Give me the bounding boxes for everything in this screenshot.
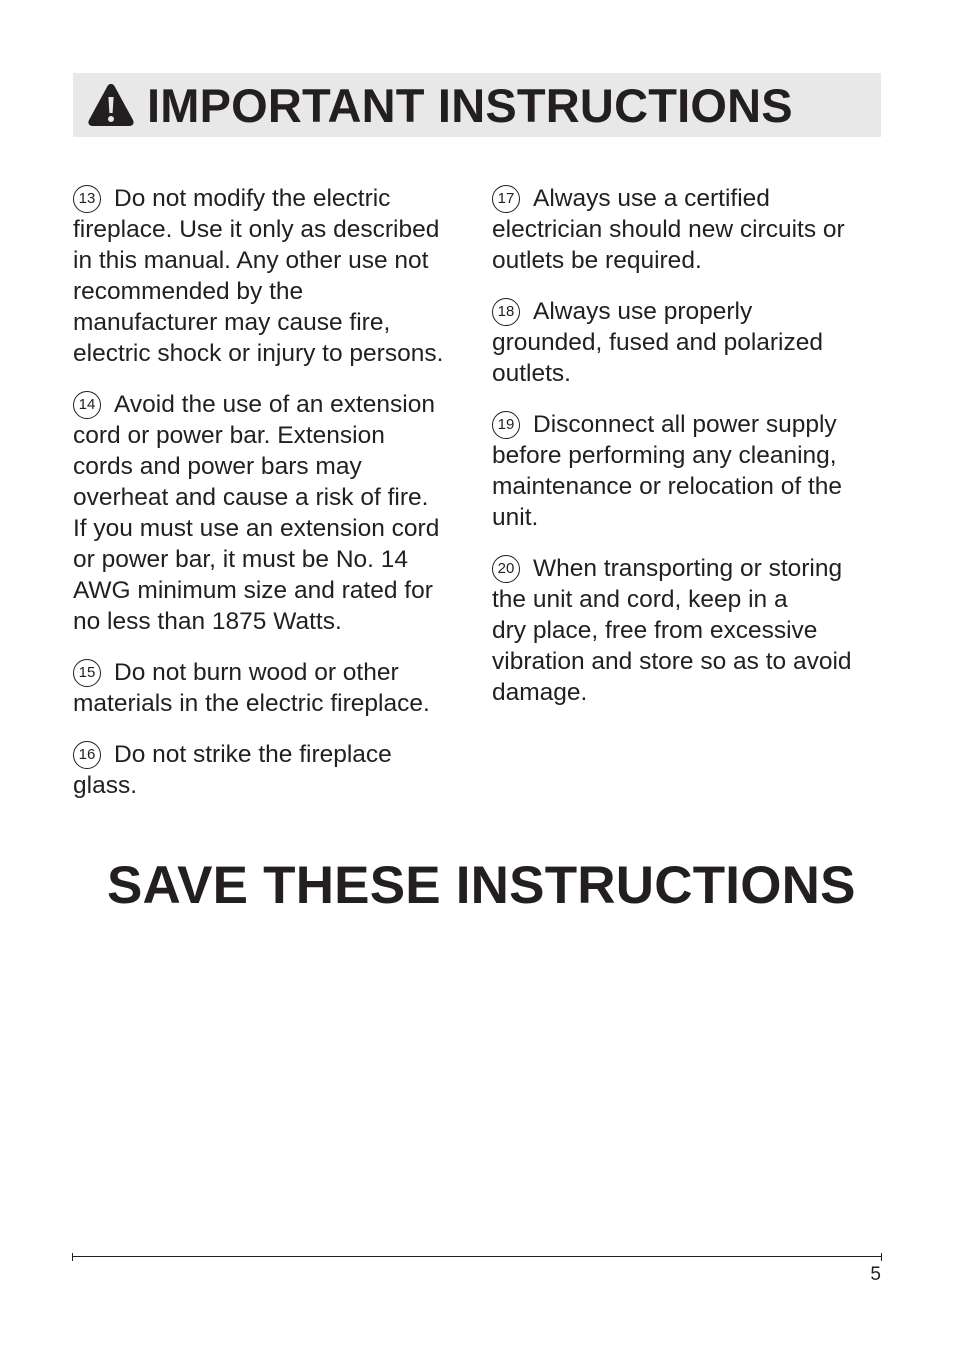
- instruction-number: 15: [73, 659, 101, 687]
- instruction-text: dry place, free from excessive: [492, 617, 818, 644]
- instruction-number: 17: [492, 185, 520, 213]
- instruction-line: [492, 440, 882, 471]
- save-instructions-heading: SAVE THESE INSTRUCTIONS: [107, 856, 856, 915]
- instruction-line: [73, 451, 468, 482]
- instruction-line: [492, 584, 882, 615]
- footer-rule: [73, 1256, 881, 1257]
- instruction-text: the unit and cord, keep in a: [492, 586, 788, 613]
- instruction-number: 14: [73, 391, 101, 419]
- instruction-item: [73, 739, 468, 801]
- footer-rule-tick-left: [72, 1253, 73, 1261]
- instruction-line: [73, 245, 468, 276]
- instruction-text: If you must use an extension cord: [73, 515, 440, 542]
- instruction-text: materials in the electric fireplace.: [73, 690, 430, 717]
- instruction-line: [73, 770, 468, 801]
- instruction-line: [492, 553, 882, 584]
- instruction-line: [492, 327, 882, 358]
- instruction-text: glass.: [73, 772, 138, 799]
- instruction-text: Always use a certified: [533, 185, 770, 212]
- instruction-number: 16: [73, 741, 101, 769]
- instruction-text: grounded, fused and polarized: [492, 329, 824, 356]
- instruction-text: in this manual. Any other use not: [73, 247, 429, 274]
- footer-rule-tick-right: [881, 1253, 882, 1261]
- instruction-line: [73, 544, 468, 575]
- instruction-line: [492, 358, 882, 389]
- instruction-text: outlets be required.: [492, 247, 702, 274]
- instruction-line: [73, 389, 468, 420]
- instruction-line: [73, 739, 468, 770]
- instructions-column-right: [492, 183, 882, 728]
- instruction-text: manufacturer may cause fire,: [73, 309, 391, 336]
- instruction-text: overheat and cause a risk of fire.: [73, 484, 429, 511]
- instruction-line: [73, 183, 468, 214]
- instruction-line: [73, 688, 468, 719]
- instruction-text: Do not strike the fireplace: [114, 741, 392, 768]
- instruction-text: unit.: [492, 504, 539, 531]
- instruction-number: 13: [73, 185, 101, 213]
- instruction-text: fireplace. Use it only as described: [73, 216, 440, 243]
- page-number: 5: [870, 1264, 881, 1285]
- instruction-line: [492, 615, 882, 646]
- instruction-text: maintenance or relocation of the: [492, 473, 843, 500]
- page-title: IMPORTANT INSTRUCTIONS: [147, 78, 793, 132]
- instruction-text: vibration and store so as to avoid: [492, 648, 852, 675]
- instruction-line: [73, 657, 468, 688]
- instruction-line: [73, 307, 468, 338]
- instruction-text: or power bar, it must be No. 14: [73, 546, 408, 573]
- instruction-item: [73, 389, 468, 637]
- instruction-line: [492, 245, 882, 276]
- instruction-number: 20: [492, 555, 520, 583]
- instruction-text: before performing any cleaning,: [492, 442, 837, 469]
- instruction-text: electrician should new circuits or: [492, 216, 845, 243]
- instruction-line: [73, 482, 468, 513]
- instruction-text: outlets.: [492, 360, 571, 387]
- instruction-line: [492, 214, 882, 245]
- instruction-text: cords and power bars may: [73, 453, 362, 480]
- instruction-line: [73, 606, 468, 637]
- warning-triangle-icon: [87, 82, 135, 128]
- instruction-text: no less than 1875 Watts.: [73, 608, 342, 635]
- instructions-column-left: [73, 183, 468, 821]
- instruction-line: [492, 409, 882, 440]
- instruction-text: Do not burn wood or other: [114, 659, 399, 686]
- instruction-line: [492, 183, 882, 214]
- instruction-number: 18: [492, 298, 520, 326]
- instruction-item: [73, 657, 468, 719]
- instruction-text: damage.: [492, 679, 588, 706]
- instruction-line: [73, 513, 468, 544]
- instruction-item: [492, 296, 882, 389]
- instruction-text: recommended by the: [73, 278, 304, 305]
- instruction-item: [492, 183, 882, 276]
- instruction-line: [73, 338, 468, 369]
- instruction-text: AWG minimum size and rated for: [73, 577, 433, 604]
- instruction-item: [492, 553, 882, 708]
- instruction-line: [73, 276, 468, 307]
- instruction-text: electric shock or injury to persons.: [73, 340, 444, 367]
- instruction-number: 19: [492, 411, 520, 439]
- instruction-line: [492, 471, 882, 502]
- instruction-line: [492, 502, 882, 533]
- instruction-line: [73, 214, 468, 245]
- instruction-text: Avoid the use of an extension: [114, 391, 436, 418]
- instruction-text: Always use properly: [533, 298, 753, 325]
- instruction-line: [492, 677, 882, 708]
- instruction-text: Disconnect all power supply: [533, 411, 837, 438]
- instruction-item: [492, 409, 882, 533]
- header-band: [73, 73, 881, 137]
- instruction-text: Do not modify the electric: [114, 185, 391, 212]
- instruction-text: When transporting or storing: [533, 555, 843, 582]
- instruction-line: [73, 575, 468, 606]
- instruction-line: [73, 420, 468, 451]
- instruction-line: [492, 296, 882, 327]
- instruction-line: [492, 646, 882, 677]
- instruction-item: [73, 183, 468, 369]
- instruction-text: cord or power bar. Extension: [73, 422, 385, 449]
